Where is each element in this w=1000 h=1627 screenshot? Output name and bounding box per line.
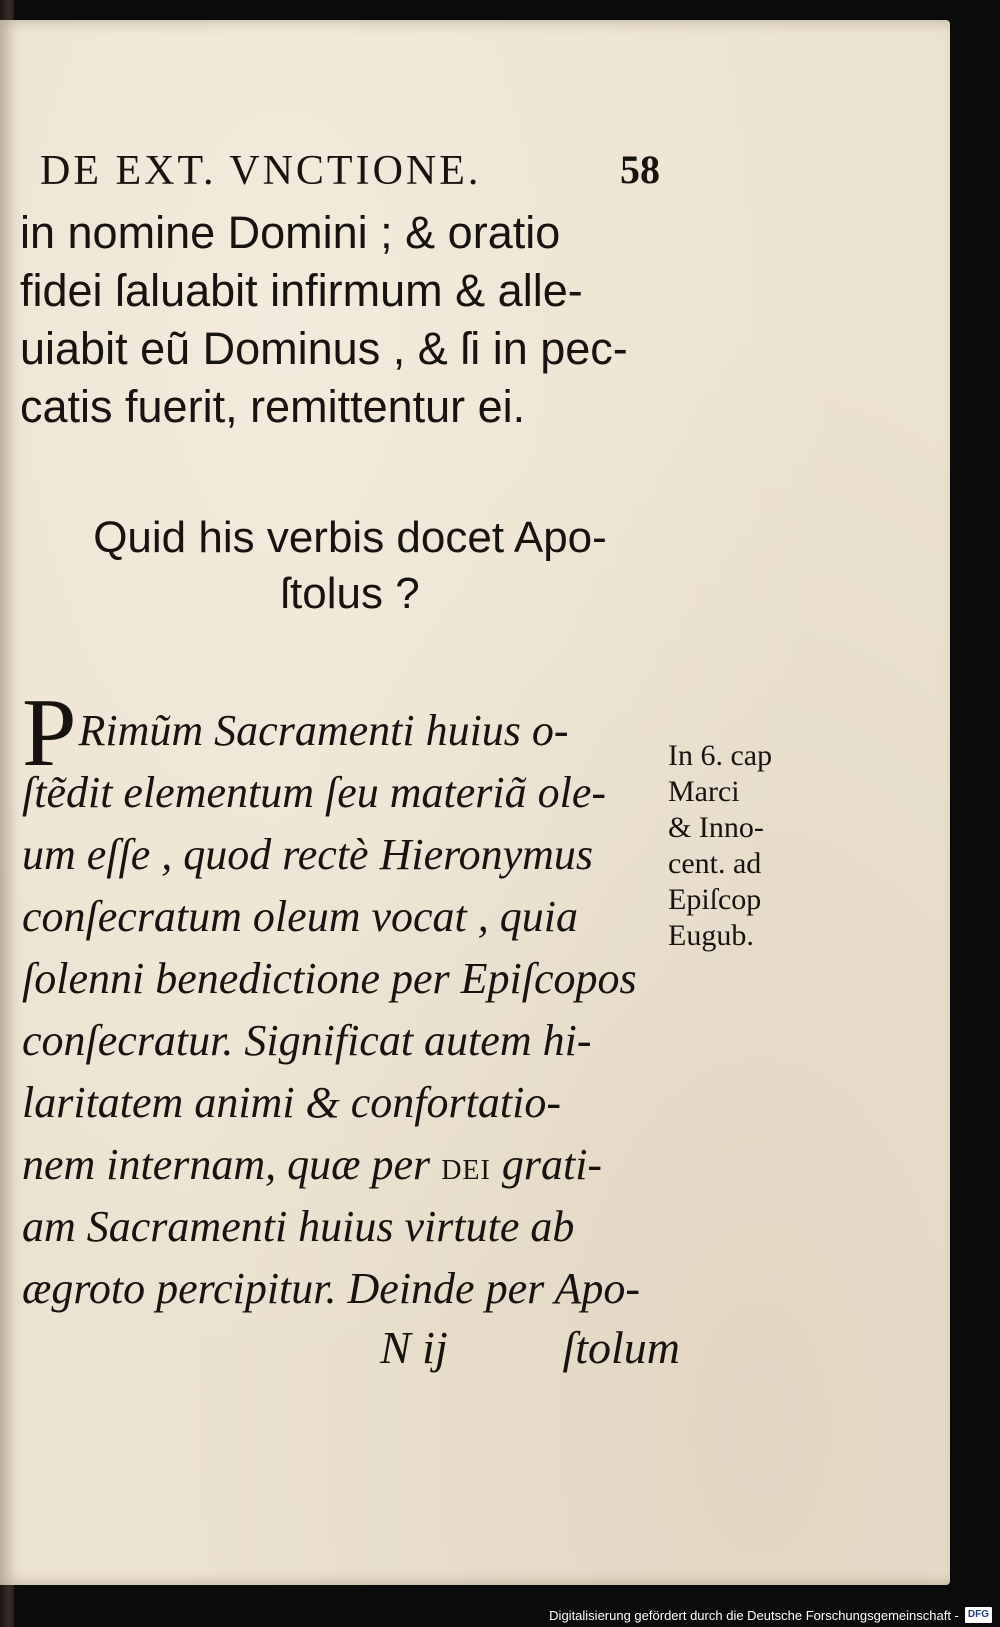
dfg-logo: DFG xyxy=(965,1607,992,1623)
small-caps-word: DEI xyxy=(441,1155,491,1186)
first-line-text: Rimũm Sacramenti huius o- xyxy=(78,706,569,755)
book-page xyxy=(0,20,950,1585)
text-segment: grati- xyxy=(490,1140,603,1189)
scripture-quote xyxy=(20,205,670,437)
text-line: in nomine Domini ; & oratio xyxy=(20,207,561,258)
text-line: ægroto percipitur. Deinde per Apo- xyxy=(22,1264,640,1313)
credit-text: Digitalisierung gefördert durch die Deutsche Forschungsgemeinschaft - xyxy=(549,1607,959,1623)
text-line: conſecratur. Significat autem hi- xyxy=(22,1016,592,1065)
drop-cap: P xyxy=(22,679,77,787)
text-line: fidei ſaluabit infirmum & alle- xyxy=(20,265,583,316)
heading-line: Quid his verbis docet Apo- xyxy=(93,513,607,562)
margin-note-line: & Inno- xyxy=(668,811,764,844)
text-line: uiabit eũ Dominus , & ſi in pec- xyxy=(20,323,628,374)
text-line: catis fuerit, remittentur ei. xyxy=(20,381,526,432)
text-line: ſtẽdit elementum ſeu materiã ole- xyxy=(22,768,607,817)
page-footer xyxy=(380,1322,680,1385)
margin-note-line: Eugub. xyxy=(668,919,754,952)
text-line xyxy=(22,1134,682,1196)
catchword: ſtolum xyxy=(562,1322,680,1373)
page-header xyxy=(40,147,660,210)
digitization-credit xyxy=(549,1606,992,1624)
question-heading xyxy=(40,510,660,622)
text-line: ſolenni benedictione per Epiſcopos xyxy=(22,954,637,1003)
signature-mark: N ij xyxy=(380,1322,448,1373)
answer-paragraph xyxy=(22,679,682,1320)
running-head: DE EXT. VNCTIONE. xyxy=(40,148,482,194)
heading-line: ſtolus ? xyxy=(280,569,420,618)
margin-note-line: Marci xyxy=(668,775,740,808)
margin-note-line: In 6. cap xyxy=(668,739,773,772)
text-line: laritatem animi & confortatio- xyxy=(22,1078,561,1127)
text-line: um eſſe , quod rectè Hieronymus xyxy=(22,830,594,879)
text-line xyxy=(22,679,682,787)
page-number: 58 xyxy=(620,147,660,192)
margin-note xyxy=(668,738,818,954)
text-line: am Sacramenti huius virtute ab xyxy=(22,1202,575,1251)
text-segment: nem internam, quæ per xyxy=(22,1140,442,1189)
margin-note-line: cent. ad xyxy=(668,847,762,880)
text-line: conſecratum oleum vocat , quia xyxy=(22,892,578,941)
margin-note-line: Epiſcop xyxy=(668,883,762,916)
